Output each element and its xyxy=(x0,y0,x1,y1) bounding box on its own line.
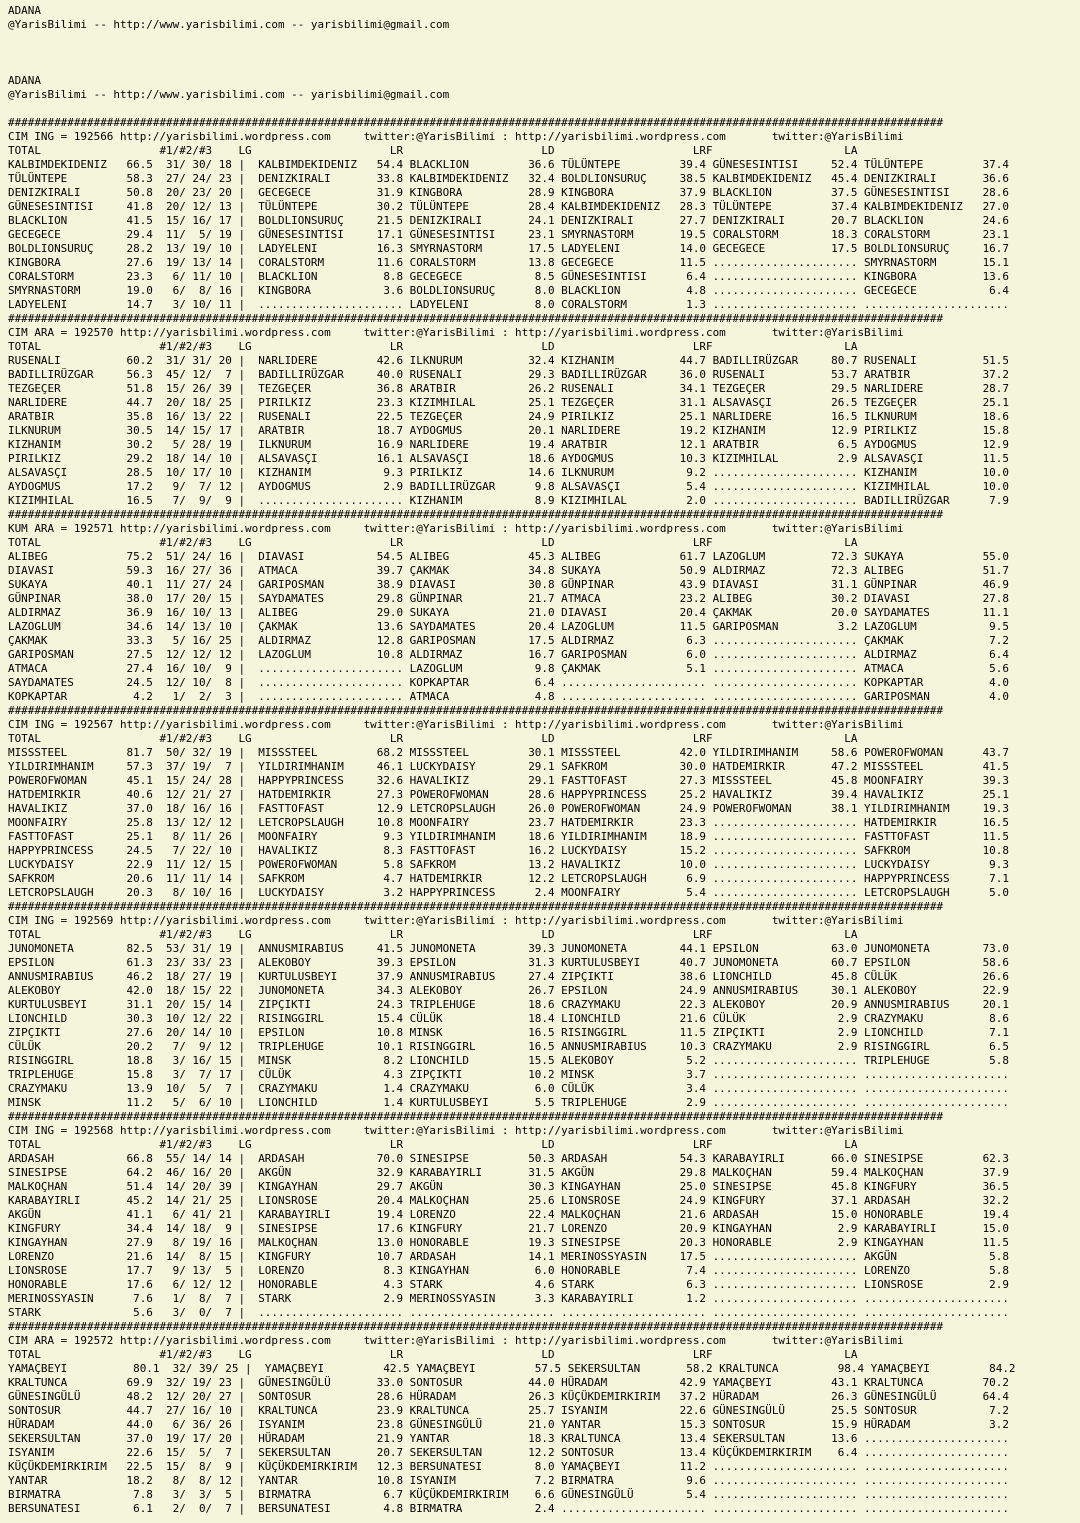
horse-row: ALIBEG 75.2 51/ 24/ 16 | DIAVASI 54.5 ALIBEG 45.3 ALIBEG 61.7 LAZOGLUM 72.3 SUKAYA 55.0 xyxy=(8,550,1009,563)
horse-row: LORENZO 21.6 14/ 8/ 15 | KINGFURY 10.7 ARDASAH 14.1 MERINOSSYASIN 17.5 ...................... AKGÜN 5.8 xyxy=(8,1250,1009,1263)
header-credit: @YarisBilimi -- http://www.yarisbilimi.com -- yarisbilimi@gmail.com xyxy=(8,18,450,31)
horse-row: YANTAR 18.2 8/ 8/ 12 | YANTAR 10.8 ISYANIM 7.2 BIRMATRA 9.6 ...................... ...................... xyxy=(8,1474,1009,1487)
blank-line xyxy=(8,32,1080,46)
race-header-line: KUM ARA = 192571 http://yarisbilimi.wordpress.com twitter:@YarisBilimi : http://yarisbilimi.wordpress.com twitter:@YarisBilimi xyxy=(8,522,904,535)
column-header-line: TOTAL #1/#2/#3 LG LR LD LRF LA xyxy=(8,928,858,941)
horse-row: LIONSROSE 17.7 9/ 13/ 5 | LORENZO 8.3 KINGAYHAN 6.0 HONORABLE 7.4 ...................... LORENZO 5.8 xyxy=(8,1264,1009,1277)
horse-row: ZIPÇIKTI 27.6 20/ 14/ 10 | EPSILON 10.8 MINSK 16.5 RISINGGIRL 11.5 ZIPÇIKTI 2.9 LIONCHILD 7.1 xyxy=(8,1026,1009,1039)
horse-row: GÜNPINAR 38.0 17/ 20/ 15 | SAYDAMATES 29.8 GÜNPINAR 21.7 ATMACA 23.2 ALIBEG 30.2 DIAVASI 27.8 xyxy=(8,592,1009,605)
horse-row: KRALTUNCA 69.9 32/ 19/ 23 | GÜNESINGÜLÜ 33.0 SONTOSUR 44.0 HÜRADAM 42.9 YAMAÇBEYI 43.1 KRALTUNCA 70.2 xyxy=(8,1376,1009,1389)
horse-row: KIZIMHILAL 16.5 7/ 9/ 9 | ...................... KIZHANIM 8.9 KIZIMHILAL 2.0 ...................... BADILLIRÜZGAR 7.9 xyxy=(8,494,1009,507)
column-header-line: TOTAL #1/#2/#3 LG LR LD LRF LA xyxy=(8,1348,858,1361)
separator-line: ############################################################################################################################################## xyxy=(8,704,944,717)
horse-row: LADYELENI 14.7 3/ 10/ 11 | ...................... LADYELENI 8.0 CORALSTORM 1.3 ...................... ...................... xyxy=(8,298,1009,311)
horse-row: HATDEMIRKIR 40.6 12/ 21/ 27 | HATDEMIRKIR 27.3 POWEROFWOMAN 28.6 HAPPYPRINCESS 25.2 HAVALIKIZ 39.4 HAVALIKIZ 25.1 xyxy=(8,788,1009,801)
column-header-line: TOTAL #1/#2/#3 LG LR LD LRF LA xyxy=(8,732,858,745)
horse-row: BADILLIRÜZGAR 56.3 45/ 12/ 7 | BADILLIRÜZGAR 40.0 RUSENALI 29.3 BADILLIRÜZGAR 36.0 RUSENALI 53.7 ARATBIR 37.2 xyxy=(8,368,1009,381)
race-blocks xyxy=(8,116,1080,1516)
column-header-line: TOTAL #1/#2/#3 LG LR LD LRF LA xyxy=(8,144,858,157)
horse-row: KARABAYIRLI 45.2 14/ 21/ 25 | LIONSROSE 20.4 MALKOÇHAN 25.6 LIONSROSE 24.9 KINGFURY 37.1 ARDASAH 32.2 xyxy=(8,1194,1009,1207)
horse-row: KÜÇÜKDEMIRKIRIM 22.5 15/ 8/ 9 | KÜÇÜKDEMIRKIRIM 12.3 BERSUNATESI 8.0 YAMAÇBEYI 11.2 ...................... ...................... xyxy=(8,1460,1009,1473)
horse-row: MISSSTEEL 81.7 50/ 32/ 19 | MISSSTEEL 68.2 MISSSTEEL 30.1 MISSSTEEL 42.0 YILDIRIMHANIM 58.6 POWEROFWOMAN 43.7 xyxy=(8,746,1009,759)
horse-row: HAVALIKIZ 37.0 18/ 16/ 16 | FASTTOFAST 12.9 LETCROPSLAUGH 26.0 POWEROFWOMAN 24.9 POWEROFWOMAN 38.1 YILDIRIMHANIM 19.3 xyxy=(8,802,1009,815)
horse-row: BIRMATRA 7.8 3/ 3/ 5 | BIRMATRA 6.7 KÜÇÜKDEMIRKIRIM 6.6 GÜNESINGÜLÜ 5.4 ...................... ...................... xyxy=(8,1488,1009,1501)
horse-row: DIAVASI 59.3 16/ 27/ 36 | ATMACA 39.7 ÇAKMAK 34.8 SUKAYA 50.9 ALDIRMAZ 72.3 ALIBEG 51.7 xyxy=(8,564,1009,577)
horse-row: SINESIPSE 64.2 46/ 16/ 20 | AKGÜN 32.9 KARABAYIRLI 31.5 AKGÜN 29.8 MALKOÇHAN 59.4 MALKOÇHAN 37.9 xyxy=(8,1166,1009,1179)
horse-row: LUCKYDAISY 22.9 11/ 12/ 15 | POWEROFWOMAN 5.8 SAFKROM 13.2 HAVALIKIZ 10.0 ...................... LUCKYDAISY 9.3 xyxy=(8,858,1009,871)
race-header-line: CIM ARA = 192570 http://yarisbilimi.wordpress.com twitter:@YarisBilimi : http://yarisbilimi.wordpress.com twitter:@YarisBilimi xyxy=(8,326,904,339)
horse-row: KINGFURY 34.4 14/ 18/ 9 | SINESIPSE 17.6 KINGFURY 21.7 LORENZO 20.9 KINGAYHAN 2.9 KARABAYIRLI 15.0 xyxy=(8,1222,1009,1235)
horse-row: BERSUNATESI 6.1 2/ 0/ 7 | BERSUNATESI 4.8 BIRMATRA 2.4 ...................... ...................... ...................... xyxy=(8,1502,1009,1515)
horse-row: SUKAYA 40.1 11/ 27/ 24 | GARIPOSMAN 38.9 DIAVASI 30.8 GÜNPINAR 43.9 DIAVASI 31.1 GÜNPINAR 46.9 xyxy=(8,578,1009,591)
blank-line xyxy=(8,60,1080,74)
column-header-line: TOTAL #1/#2/#3 LG LR LD LRF LA xyxy=(8,1138,858,1151)
header-city: ADANA xyxy=(8,4,41,17)
horse-row: GARIPOSMAN 27.5 12/ 12/ 12 | LAZOGLUM 10.8 ALDIRMAZ 16.7 GARIPOSMAN 6.0 ...................... ALDIRMAZ 6.4 xyxy=(8,648,1009,661)
horse-row: KIZHANIM 30.2 5/ 28/ 19 | ILKNURUM 16.9 NARLIDERE 19.4 ARATBIR 12.1 ARATBIR 6.5 AYDOGMUS 12.9 xyxy=(8,438,1009,451)
horse-row: MINSK 11.2 5/ 6/ 10 | LIONCHILD 1.4 KURTULUSBEYI 5.5 TRIPLEHUGE 2.9 ...................... ...................... xyxy=(8,1096,1009,1109)
race-header-line: CIM ING = 192567 http://yarisbilimi.wordpress.com twitter:@YarisBilimi : http://yarisbilimi.wordpress.com twitter:@YarisBilimi xyxy=(8,718,904,731)
blank-line xyxy=(8,102,1080,116)
separator-line: ############################################################################################################################################## xyxy=(8,900,944,913)
horse-row: ARATBIR 35.8 16/ 13/ 22 | RUSENALI 22.5 TEZGEÇER 24.9 PIRILKIZ 25.1 NARLIDERE 16.5 ILKNURUM 18.6 xyxy=(8,410,1009,423)
header-city-repeat: ADANA xyxy=(8,74,41,87)
horse-row: LIONCHILD 30.3 10/ 12/ 22 | RISINGGIRL 15.4 CÜLÜK 18.4 LIONCHILD 21.6 CÜLÜK 2.9 CRAZYMAKU 8.6 xyxy=(8,1012,1009,1025)
horse-row: KURTULUSBEYI 31.1 20/ 15/ 14 | ZIPÇIKTI 24.3 TRIPLEHUGE 18.6 CRAZYMAKU 22.3 ALEKOBOY 20.9 ANNUSMIRABIUS 20.1 xyxy=(8,998,1009,1011)
horse-row: LETCROPSLAUGH 20.3 8/ 10/ 16 | LUCKYDAISY 3.2 HAPPYPRINCESS 2.4 MOONFAIRY 5.4 ...................... LETCROPSLAUGH 5.0 xyxy=(8,886,1009,899)
header-credit-repeat: @YarisBilimi -- http://www.yarisbilimi.com -- yarisbilimi@gmail.com xyxy=(8,88,450,101)
horse-row: TEZGEÇER 51.8 15/ 26/ 39 | TEZGEÇER 36.8 ARATBIR 26.2 RUSENALI 34.1 TEZGEÇER 29.5 NARLIDERE 28.7 xyxy=(8,382,1009,395)
separator-line: ############################################################################################################################################## xyxy=(8,1320,944,1333)
horse-row: SAFKROM 20.6 11/ 11/ 14 | SAFKROM 4.7 HATDEMIRKIR 12.2 LETCROPSLAUGH 6.9 ...................... HAPPYPRINCESS 7.1 xyxy=(8,872,1009,885)
horse-row: JUNOMONETA 82.5 53/ 31/ 19 | ANNUSMIRABIUS 41.5 JUNOMONETA 39.3 JUNOMONETA 44.1 EPSILON 63.0 JUNOMONETA 73.0 xyxy=(8,942,1009,955)
horse-row: POWEROFWOMAN 45.1 15/ 24/ 28 | HAPPYPRINCESS 32.6 HAVALIKIZ 29.1 FASTTOFAST 27.3 MISSSTEEL 45.8 MOONFAIRY 39.3 xyxy=(8,774,1009,787)
race-header-line: CIM ING = 192568 http://yarisbilimi.wordpress.com twitter:@YarisBilimi : http://yarisbilimi.wordpress.com twitter:@YarisBilimi xyxy=(8,1124,904,1137)
horse-row: DENIZKIRALI 50.8 20/ 23/ 20 | GECEGECE 31.9 KINGBORA 28.9 KINGBORA 37.9 BLACKLION 37.5 GÜNESESINTISI 28.6 xyxy=(8,186,1009,199)
horse-row: KINGBORA 27.6 19/ 13/ 14 | CORALSTORM 11.6 CORALSTORM 13.8 GECEGECE 11.5 ...................... SMYRNASTORM 15.1 xyxy=(8,256,1009,269)
horse-row: ISYANIM 22.6 15/ 5/ 7 | SEKERSULTAN 20.7 SEKERSULTAN 12.2 SONTOSUR 13.4 KÜÇÜKDEMIRKIRIM 6.4 ...................... xyxy=(8,1446,1009,1459)
horse-row: BLACKLION 41.5 15/ 16/ 17 | BOLDLIONSURUÇ 21.5 DENIZKIRALI 24.1 DENIZKIRALI 27.7 DENIZKIRALI 20.7 BLACKLION 24.6 xyxy=(8,214,1009,227)
horse-row: CORALSTORM 23.3 6/ 11/ 10 | BLACKLION 8.8 GECEGECE 8.5 GÜNESESINTISI 6.4 ...................... KINGBORA 13.6 xyxy=(8,270,1009,283)
horse-row: TÜLÜNTEPE 58.3 27/ 24/ 23 | DENIZKIRALI 33.8 KALBIMDEKIDENIZ 32.4 BOLDLIONSURUÇ 38.5 KALBIMDEKIDENIZ 45.4 DENIZKIRALI 36.6 xyxy=(8,172,1009,185)
column-header-line: TOTAL #1/#2/#3 LG LR LD LRF LA xyxy=(8,536,858,549)
horse-row: YAMAÇBEYI 80.1 32/ 39/ 25 | YAMAÇBEYI 42.5 YAMAÇBEYI 57.5 SEKERSULTAN 58.2 KRALTUNCA 98.4 YAMAÇBEYI 84.2 xyxy=(8,1362,1016,1375)
horse-row: SAYDAMATES 24.5 12/ 10/ 8 | ...................... KOPKAPTAR 6.4 ...................... ...................... KOPKAPTAR 4.0 xyxy=(8,676,1009,689)
race-header-line: CIM ING = 192566 http://yarisbilimi.wordpress.com twitter:@YarisBilimi : http://yarisbilimi.wordpress.com twitter:@YarisBilimi xyxy=(8,130,904,143)
horse-row: TRIPLEHUGE 15.8 3/ 7/ 17 | CÜLÜK 4.3 ZIPÇIKTI 10.2 MINSK 3.7 ...................... ...................... xyxy=(8,1068,1009,1081)
separator-line: ############################################################################################################################################## xyxy=(8,1110,944,1123)
separator-line: ############################################################################################################################################## xyxy=(8,116,944,129)
blank-line xyxy=(8,46,1080,60)
horse-row: SMYRNASTORM 19.0 6/ 8/ 16 | KINGBORA 3.6 BOLDLIONSURUÇ 8.0 BLACKLION 4.8 ...................... GECEGECE 6.4 xyxy=(8,284,1009,297)
horse-row: ILKNURUM 30.5 14/ 15/ 17 | ARATBIR 18.7 AYDOGMUS 20.1 NARLIDERE 19.2 KIZHANIM 12.9 PIRILKIZ 15.8 xyxy=(8,424,1009,437)
separator-line: ############################################################################################################################################## xyxy=(8,508,944,521)
horse-row: MALKOÇHAN 51.4 14/ 20/ 39 | KINGAYHAN 29.7 AKGÜN 30.3 KINGAYHAN 25.0 SINESIPSE 45.8 KINGFURY 36.5 xyxy=(8,1180,1009,1193)
horse-row: ANNUSMIRABIUS 46.2 18/ 27/ 19 | KURTULUSBEYI 37.9 ANNUSMIRABIUS 27.4 ZIPÇIKTI 38.6 LIONCHILD 45.8 CÜLÜK 26.6 xyxy=(8,970,1009,983)
horse-row: RUSENALI 60.2 31/ 31/ 20 | NARLIDERE 42.6 ILKNURUM 32.4 KIZHANIM 44.7 BADILLIRÜZGAR 80.7 RUSENALI 51.5 xyxy=(8,354,1009,367)
horse-row: KINGAYHAN 27.9 8/ 19/ 16 | MALKOÇHAN 13.0 HONORABLE 19.3 SINESIPSE 20.3 HONORABLE 2.9 KINGAYHAN 11.5 xyxy=(8,1236,1009,1249)
horse-row: GÜNESESINTISI 41.8 20/ 12/ 13 | TÜLÜNTEPE 30.2 TÜLÜNTEPE 28.4 KALBIMDEKIDENIZ 28.3 TÜLÜNTEPE 37.4 KALBIMDEKIDENIZ 27.0 xyxy=(8,200,1009,213)
horse-row: HONORABLE 17.6 6/ 12/ 12 | HONORABLE 4.3 STARK 4.6 STARK 6.3 ...................... LIONSROSE 2.9 xyxy=(8,1278,1009,1291)
horse-row: YILDIRIMHANIM 57.3 37/ 19/ 7 | YILDIRIMHANIM 46.1 LUCKYDAISY 29.1 SAFKROM 30.0 HATDEMIRKIR 47.2 MISSSTEEL 41.5 xyxy=(8,760,1009,773)
horse-row: SONTOSUR 44.7 27/ 16/ 10 | KRALTUNCA 23.9 KRALTUNCA 25.7 ISYANIM 22.6 GÜNESINGÜLÜ 25.5 SONTOSUR 7.2 xyxy=(8,1404,1009,1417)
horse-row: AKGÜN 41.1 6/ 41/ 21 | KARABAYIRLI 19.4 LORENZO 22.4 MALKOÇHAN 21.6 ARDASAH 15.0 HONORABLE 19.4 xyxy=(8,1208,1009,1221)
horse-row: MERINOSSYASIN 7.6 1/ 8/ 7 | STARK 2.9 MERINOSSYASIN 3.3 KARABAYIRLI 1.2 ...................... ...................... xyxy=(8,1292,1009,1305)
horse-row: CRAZYMAKU 13.9 10/ 5/ 7 | CRAZYMAKU 1.4 CRAZYMAKU 6.0 CÜLÜK 3.4 ...................... ...................... xyxy=(8,1082,1009,1095)
horse-row: EPSILON 61.3 23/ 33/ 23 | ALEKOBOY 39.3 EPSILON 31.3 KURTULUSBEYI 40.7 JUNOMONETA 60.7 EPSILON 58.6 xyxy=(8,956,1009,969)
horse-row: BOLDLIONSURUÇ 28.2 13/ 19/ 10 | LADYELENI 16.3 SMYRNASTORM 17.5 LADYELENI 14.0 GECEGECE 17.5 BOLDLIONSURUÇ 16.7 xyxy=(8,242,1009,255)
horse-row: STARK 5.6 3/ 0/ 7 | ...................... ...................... ...................... ...................... ...................... xyxy=(8,1306,1009,1319)
horse-row: ALEKOBOY 42.0 18/ 15/ 22 | JUNOMONETA 34.3 ALEKOBOY 26.7 EPSILON 24.9 ANNUSMIRABIUS 30.1 ALEKOBOY 22.9 xyxy=(8,984,1009,997)
race-header-line: CIM ARA = 192572 http://yarisbilimi.wordpress.com twitter:@YarisBilimi : http://yarisbilimi.wordpress.com twitter:@YarisBilimi xyxy=(8,1334,904,1347)
horse-row: ÇAKMAK 33.3 5/ 16/ 25 | ALDIRMAZ 12.8 GARIPOSMAN 17.5 ALDIRMAZ 6.3 ...................... ÇAKMAK 7.2 xyxy=(8,634,1009,647)
horse-row: NARLIDERE 44.7 20/ 18/ 25 | PIRILKIZ 23.3 KIZIMHILAL 25.1 TEZGEÇER 31.1 ALSAVASÇI 26.5 TEZGEÇER 25.1 xyxy=(8,396,1009,409)
horse-row: KALBIMDEKIDENIZ 66.5 31/ 30/ 18 | KALBIMDEKIDENIZ 54.4 BLACKLION 36.6 TÜLÜNTEPE 39.4 GÜNESESINTISI 52.4 TÜLÜNTEPE 37.4 xyxy=(8,158,1009,171)
horse-row: CÜLÜK 20.2 7/ 9/ 12 | TRIPLEHUGE 10.1 RISINGGIRL 16.5 ANNUSMIRABIUS 10.3 CRAZYMAKU 2.9 RISINGGIRL 6.5 xyxy=(8,1040,1009,1053)
horse-row: KOPKAPTAR 4.2 1/ 2/ 3 | ...................... ATMACA 4.8 ...................... ...................... GARIPOSMAN 4.0 xyxy=(8,690,1009,703)
horse-row: ALDIRMAZ 36.9 16/ 10/ 13 | ALIBEG 29.0 SUKAYA 21.0 DIAVASI 20.4 ÇAKMAK 20.0 SAYDAMATES 11.1 xyxy=(8,606,1009,619)
column-header-line: TOTAL #1/#2/#3 LG LR LD LRF LA xyxy=(8,340,858,353)
horse-row: ATMACA 27.4 16/ 10/ 9 | ...................... LAZOGLUM 9.8 ÇAKMAK 5.1 ...................... ATMACA 5.6 xyxy=(8,662,1009,675)
horse-row: AYDOGMUS 17.2 9/ 7/ 12 | AYDOGMUS 2.9 BADILLIRÜZGAR 9.8 ALSAVASÇI 5.4 ...................... KIZIMHILAL 10.0 xyxy=(8,480,1009,493)
horse-row: GECEGECE 29.4 11/ 5/ 19 | GÜNESESINTISI 17.1 GÜNESESINTISI 23.1 SMYRNASTORM 19.5 CORALSTORM 18.3 CORALSTORM 23.1 xyxy=(8,228,1009,241)
horse-row: GÜNESINGÜLÜ 48.2 12/ 20/ 27 | SONTOSUR 28.6 HÜRADAM 26.3 KÜÇÜKDEMIRKIRIM 37.2 HÜRADAM 26.3 GÜNESINGÜLÜ 64.4 xyxy=(8,1390,1009,1403)
horse-row: ARDASAH 66.8 55/ 14/ 14 | ARDASAH 70.0 SINESIPSE 50.3 ARDASAH 54.3 KARABAYIRLI 66.0 SINESIPSE 62.3 xyxy=(8,1152,1009,1165)
horse-row: HÜRADAM 44.0 6/ 36/ 26 | ISYANIM 23.8 GÜNESINGÜLÜ 21.0 YANTAR 15.3 SONTOSUR 15.9 HÜRADAM 3.2 xyxy=(8,1418,1009,1431)
race-header-line: CIM ING = 192569 http://yarisbilimi.wordpress.com twitter:@YarisBilimi : http://yarisbilimi.wordpress.com twitter:@YarisBilimi xyxy=(8,914,904,927)
horse-row: PIRILKIZ 29.2 18/ 14/ 10 | ALSAVASÇI 16.1 ALSAVASÇI 18.6 AYDOGMUS 10.3 KIZIMHILAL 2.9 ALSAVASÇI 11.5 xyxy=(8,452,1009,465)
horse-row: SEKERSULTAN 37.0 19/ 17/ 20 | HÜRADAM 21.9 YANTAR 18.3 KRALTUNCA 13.4 SEKERSULTAN 13.6 ...................... xyxy=(8,1432,1009,1445)
horse-row: LAZOGLUM 34.6 14/ 13/ 10 | ÇAKMAK 13.6 SAYDAMATES 20.4 LAZOGLUM 11.5 GARIPOSMAN 3.2 LAZOGLUM 9.5 xyxy=(8,620,1009,633)
horse-row: FASTTOFAST 25.1 8/ 11/ 26 | MOONFAIRY 9.3 YILDIRIMHANIM 18.6 YILDIRIMHANIM 18.9 ...................... FASTTOFAST 11.5 xyxy=(8,830,1009,843)
horse-row: MOONFAIRY 25.8 13/ 12/ 12 | LETCROPSLAUGH 10.8 MOONFAIRY 23.7 HATDEMIRKIR 23.3 ...................... HATDEMIRKIR 16.5 xyxy=(8,816,1009,829)
horse-row: ALSAVASÇI 28.5 10/ 17/ 10 | KIZHANIM 9.3 PIRILKIZ 14.6 ILKNURUM 9.2 ...................... KIZHANIM 10.0 xyxy=(8,466,1009,479)
separator-line: ############################################################################################################################################## xyxy=(8,312,944,325)
horse-row: HAPPYPRINCESS 24.5 7/ 22/ 10 | HAVALIKIZ 8.3 FASTTOFAST 16.2 LUCKYDAISY 15.2 ...................... SAFKROM 10.8 xyxy=(8,844,1009,857)
horse-row: RISINGGIRL 18.8 3/ 16/ 15 | MINSK 8.2 LIONCHILD 15.5 ALEKOBOY 5.2 ...................... TRIPLEHUGE 5.8 xyxy=(8,1054,1009,1067)
